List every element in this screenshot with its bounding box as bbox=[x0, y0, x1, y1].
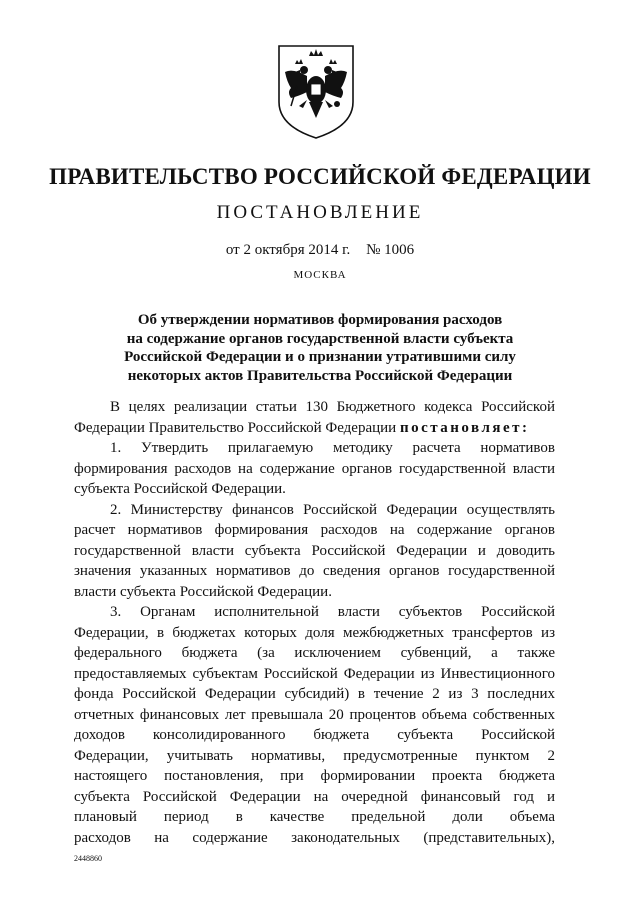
document-type: ПОСТАНОВЛЕНИЕ bbox=[216, 202, 424, 223]
body-line: 1. Утвердить прилагаемую методику расчета нормативов bbox=[110, 440, 555, 456]
body-line: 3. Органам исполнительной власти субъектов Российской bbox=[110, 604, 555, 620]
body-line: государственной власти субъекта Российской Федерации и доводить bbox=[74, 542, 555, 559]
document-city: МОСКВА bbox=[293, 269, 347, 281]
heading-line: Российской Федерации и о признании утратившими силу bbox=[124, 349, 516, 365]
body-line: настоящего постановления, при формировании проекта бюджета bbox=[74, 768, 555, 784]
document-date-line bbox=[0, 240, 640, 260]
body-line bbox=[74, 418, 555, 439]
heading-line: Об утверждении нормативов формирования расходов bbox=[137, 312, 503, 328]
body-line: 2. Министерству финансов Российской Федерации осуществлять bbox=[110, 501, 555, 518]
item-2-paragraph bbox=[74, 500, 555, 603]
body-line: расходов на содержание законодательных (представительных), bbox=[74, 829, 555, 846]
footer-document-code: 2448860 bbox=[74, 854, 102, 863]
body-line: отчетных финансовых лет превышала 20 процентов объема собственных bbox=[74, 706, 555, 723]
body-line: значения указанных нормативов до сведения органов государственной bbox=[74, 563, 555, 579]
body-line: власти субъекта Российской Федерации. bbox=[74, 583, 332, 600]
body-line: субъекта Российской Федерации на очередной финансовый год и bbox=[74, 788, 555, 805]
heading-line: на содержание органов государственной власти субъекта bbox=[126, 330, 514, 347]
decree-word: постановляет: bbox=[399, 419, 530, 436]
body-line: Федерации, в бюджетах которых доля межбюджетных трансфертов из bbox=[74, 624, 555, 641]
document-date: от 2 октября 2014 г. bbox=[225, 242, 351, 258]
body-line: субъекта Российской Федерации. bbox=[74, 481, 286, 497]
state-emblem-icon bbox=[273, 42, 359, 142]
body-line: В целях реализации статьи 130 Бюджетного кодекса Российской bbox=[110, 399, 555, 415]
intro-paragraph bbox=[74, 397, 555, 438]
body-line: Федерации, учитывать нормативы, предусмотренные пунктом 2 bbox=[74, 747, 555, 764]
item-3-paragraph bbox=[74, 602, 555, 848]
document-body bbox=[74, 397, 555, 848]
government-title: ПРАВИТЕЛЬСТВО РОССИЙСКОЙ ФЕДЕРАЦИИ bbox=[49, 164, 591, 189]
body-line: фонда Российской Федерации субсидий) в течение 2 из 3 последних bbox=[74, 686, 555, 702]
body-line: плановый период в качестве предельной доли объема bbox=[74, 809, 555, 825]
heading-line: некоторых актов Правительства Российской Федерации bbox=[127, 367, 513, 384]
body-line: предоставляемых субъектам Российской Федерации из Инвестиционного bbox=[74, 665, 555, 682]
intro-text: Федерации Правительство Российской Федерации bbox=[74, 419, 397, 436]
body-line: формирования расходов на содержание органов государственной власти bbox=[74, 460, 555, 477]
document-number: № 1006 bbox=[366, 242, 415, 258]
item-1-paragraph bbox=[74, 438, 555, 500]
body-line: федерального бюджета (за исключением субвенций, а также bbox=[74, 645, 555, 661]
document-heading bbox=[80, 311, 560, 385]
body-line: расчет нормативов формирования расходов на содержание органов bbox=[74, 522, 555, 538]
body-line: доходов консолидированного бюджета субъекта Российской bbox=[74, 727, 555, 743]
